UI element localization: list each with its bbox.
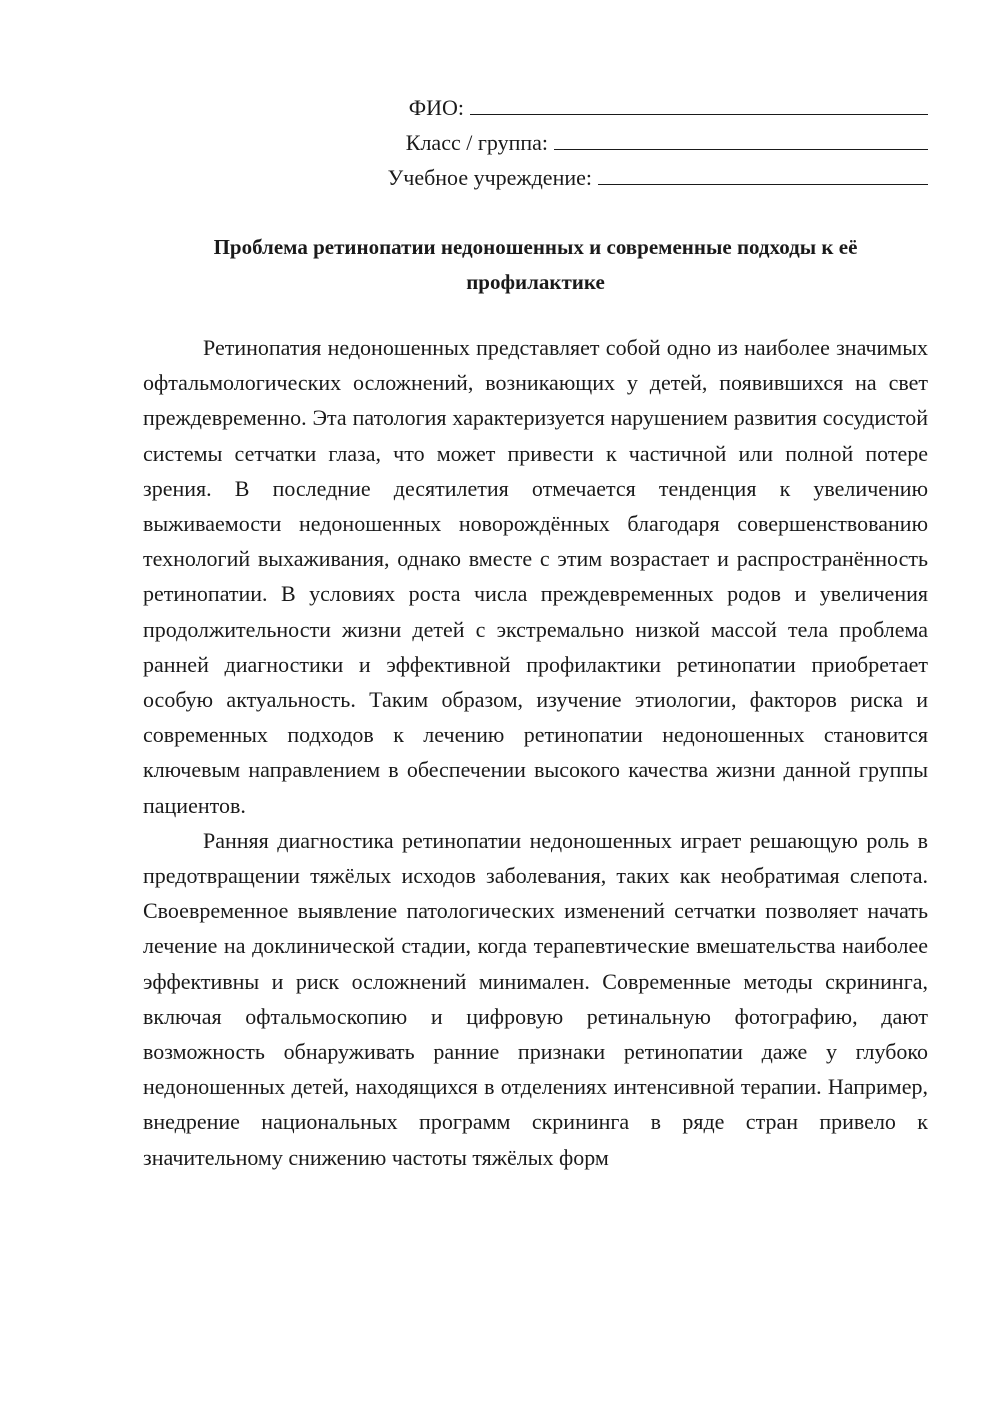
class-row xyxy=(368,127,928,162)
student-info-header xyxy=(368,92,928,197)
fio-blank-field[interactable] xyxy=(470,92,928,115)
school-row xyxy=(368,162,928,197)
document-body xyxy=(143,330,928,1175)
school-blank-field[interactable] xyxy=(598,162,928,185)
fio-label: ФИО: xyxy=(408,95,464,120)
paragraph-1: Ретинопатия недоношенных представляет собой одно из наиболее значимых офтальмологических осложнений, возникающих у детей, появившихся на свет преждевременно. Эта патология характеризуется нарушением развития сосудистой системы сетчатки глаза, что может привести к частичной или полной потере зрения. В последние десятилетия отмечается тенденция к увеличению выживаемости недоношенных новорождённых благодаря совершенствованию технологий выхаживания, однако вместе с этим возрастает и распространённость ретинопатии. В условиях роста числа преждевременных родов и увеличения продолжительности жизни детей с экстремально низкой массой тела проблема ранней диагностики и эффективной профилактики ретинопатии приобретает особую актуальность. Таким образом, изучение этиологии, факторов риска и современных подходов к лечению ретинопатии недоношенных становится ключевым направлением в обеспечении высокого качества жизни данной группы пациентов. xyxy=(143,335,928,818)
fio-row xyxy=(368,92,928,127)
title-line-1: Проблема ретинопатии недоношенных и современные подходы к её xyxy=(213,235,858,259)
document-title xyxy=(143,230,928,300)
class-blank-field[interactable] xyxy=(554,127,928,150)
paragraph-2: Ранняя диагностика ретинопатии недоношенных играет решающую роль в предотвращении тяжёлых исходов заболевания, таких как необратимая слепота. Своевременное выявление патологических изменений сетчатки позволяет начать лечение на доклинической стадии, когда терапевтические вмешательства наиболее эффективны и риск осложнений минимален. Современные методы скрининга, включая офтальмоскопию и цифровую ретинальную фотографию, дают возможность обнаруживать ранние признаки ретинопатии даже у глубоко недоношенных детей, находящихся в отделениях интенсивной терапии. Например, внедрение национальных программ скрининга в ряде стран привело к значительному снижению частоты тяжёлых форм xyxy=(143,827,928,1170)
school-label: Учебное учреждение: xyxy=(387,165,592,190)
class-label: Класс / группа: xyxy=(405,130,548,155)
title-line-2: профилактике xyxy=(466,270,605,294)
